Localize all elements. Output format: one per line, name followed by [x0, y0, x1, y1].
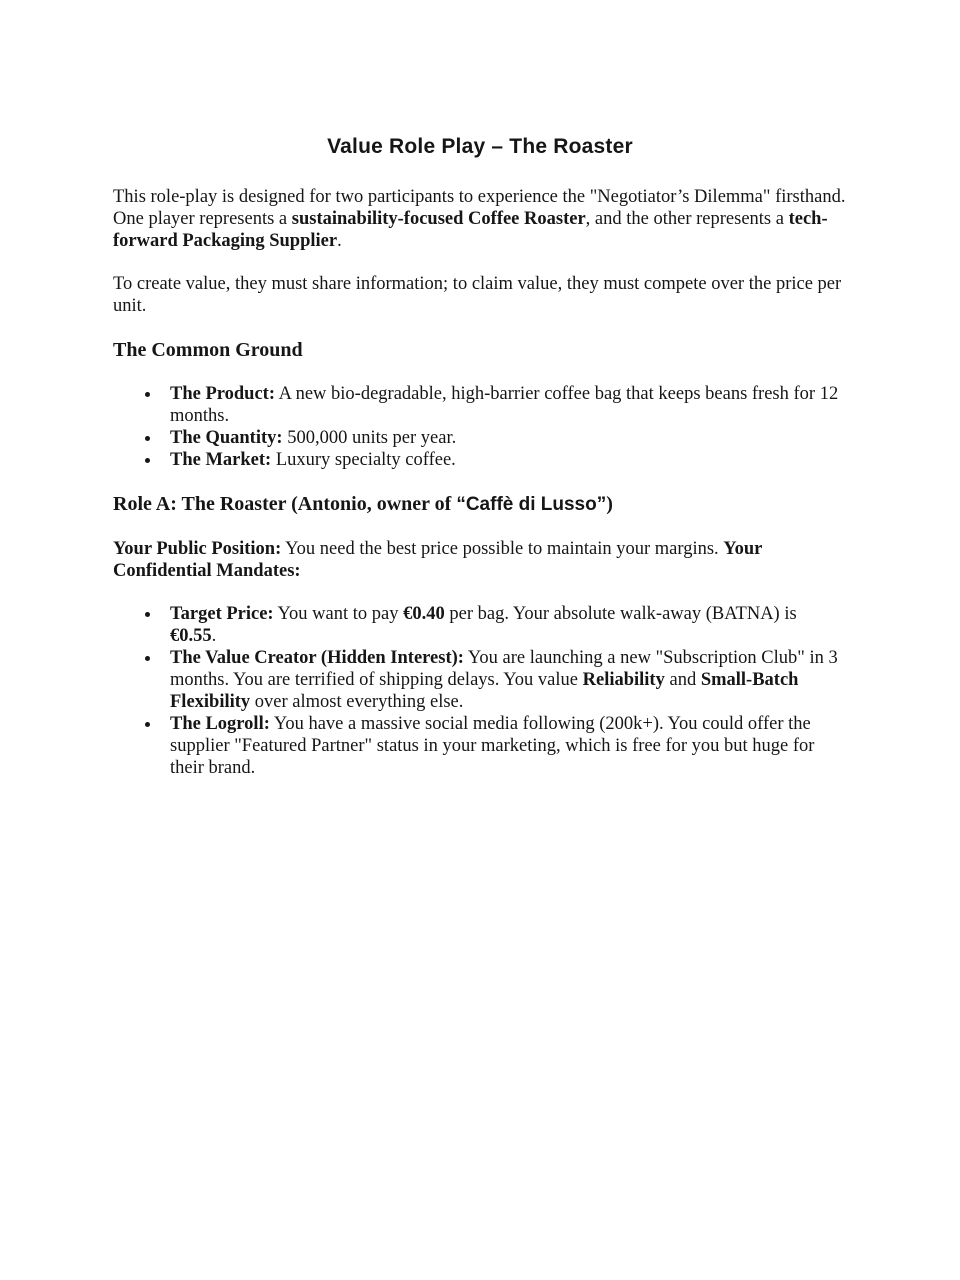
section-heading — [113, 492, 847, 517]
list-item — [113, 427, 847, 449]
text-run: Role A: The Roaster (Antonio, owner of — [113, 493, 457, 515]
document-title: Value Role Play – The Roaster — [327, 135, 633, 158]
text-run: per bag. Your absolute walk-away (BATNA) is — [444, 604, 797, 624]
text-run: A new bio-degradable, high-barrier coffee bag that keeps beans fresh for 12 months. — [170, 384, 839, 426]
text-run: Reliability — [582, 670, 665, 690]
text-run: €0.55 — [170, 626, 212, 646]
text-run: The Common Ground — [113, 339, 303, 361]
text-run: Your Confidential Mandates: — [113, 539, 763, 581]
text-run: You want to pay — [273, 604, 404, 624]
text-run: tech-forward Packaging Supplier — [113, 209, 828, 251]
paragraph — [113, 538, 847, 582]
bullet-list — [113, 383, 847, 471]
text-run: Small-Batch Flexibility — [170, 670, 799, 712]
list-item — [113, 647, 847, 713]
list-item — [113, 383, 847, 427]
paragraph — [113, 186, 847, 252]
text-run: 500,000 units per year. — [282, 428, 457, 448]
text-run: ) — [606, 493, 613, 515]
text-run: . — [211, 626, 217, 646]
text-run: The Logroll: — [170, 714, 270, 734]
text-run: You need the best price possible to maintain your margins. — [281, 539, 724, 559]
text-run: The Product: — [170, 384, 276, 404]
text-run: Luxury specialty coffee. — [271, 450, 456, 470]
document-body — [113, 186, 847, 779]
text-run: “Caffè di Lusso” — [456, 494, 607, 515]
paragraph — [113, 273, 847, 317]
text-run: . — [337, 231, 342, 251]
text-run: The Quantity: — [170, 428, 283, 448]
text-run: Target Price: — [170, 604, 274, 624]
text-run: sustainability-focused Coffee Roaster — [291, 209, 586, 229]
list-item — [113, 713, 847, 779]
text-run: Your Public Position: — [113, 539, 282, 559]
text-run: The Value Creator (Hidden Interest): — [170, 648, 464, 668]
section-heading — [113, 338, 847, 362]
bullet-list — [113, 603, 847, 779]
text-run: You have a massive social media following (200k+). You could offer the supplier "Featured Partner" status in your marketing, which is free for you but huge for their brand. — [170, 714, 815, 778]
text-run: The Market: — [170, 450, 272, 470]
text-run: This role-play is designed for two participants to experience the "Negotiator’s Dilemma" firsthand. One player represents a — [113, 187, 846, 229]
text-run: over almost everything else. — [250, 692, 464, 712]
text-run: To create value, they must share information; to claim value, they must compete over the price per unit. — [113, 274, 842, 316]
text-run: You are launching a new "Subscription Club" in 3 months. You are terrified of shipping delays. You value — [170, 648, 838, 690]
list-item — [113, 603, 847, 647]
text-run: and — [664, 670, 701, 690]
text-run: , and the other represents a — [585, 209, 789, 229]
list-item — [113, 449, 847, 471]
text-run: €0.40 — [403, 604, 445, 624]
